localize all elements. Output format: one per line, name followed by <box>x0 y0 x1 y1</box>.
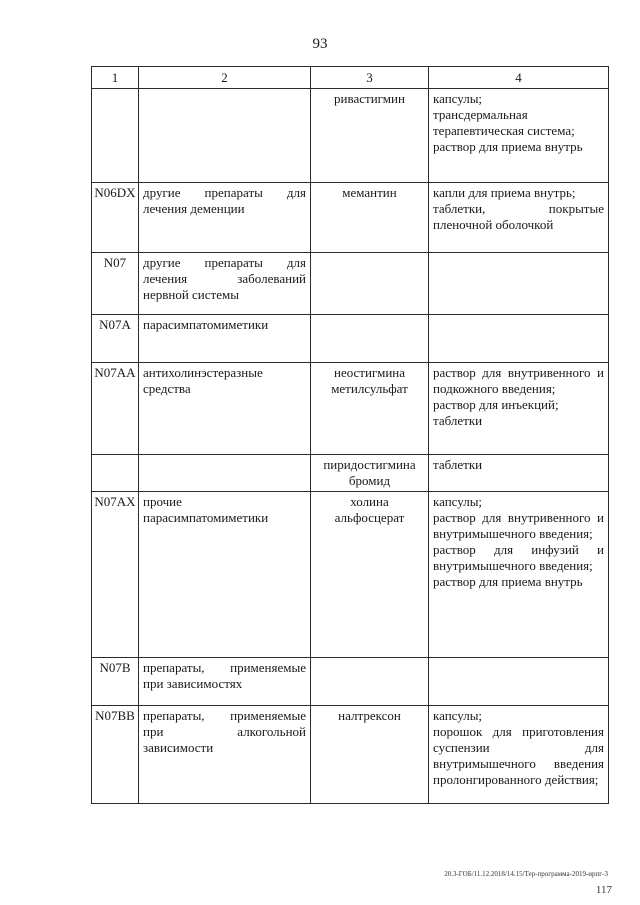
pharmacological-group-cell: антихолинэстеразные средства <box>139 363 311 455</box>
dosage-form-item: порошок для приготовления суспензии для внутримышечного введения пролонгированного действия; <box>433 724 604 787</box>
drug-name-cell: ривастигмин <box>311 89 429 183</box>
atc-code-cell <box>92 89 139 183</box>
table-row <box>92 315 609 363</box>
pharmacological-group-cell: препараты, применяемые при зависимостях <box>139 658 311 706</box>
dosage-forms-cell <box>429 363 609 455</box>
pharmacological-group-cell: другие препараты для лечения заболеваний нервной системы <box>139 253 311 315</box>
dosage-form-item: раствор для инъекций; <box>433 397 559 412</box>
drug-name-cell <box>311 658 429 706</box>
dosage-forms-cell <box>429 315 609 363</box>
dosage-forms-cell <box>429 89 609 183</box>
drug-table <box>91 66 609 804</box>
dosage-form-item: капли для приема внутрь; <box>433 185 576 200</box>
dosage-form-item: раствор для инфузий и внутримышечного введения; <box>433 542 604 573</box>
atc-code-cell <box>92 455 139 492</box>
atc-code-cell: N07AA <box>92 363 139 455</box>
dosage-forms-cell <box>429 253 609 315</box>
dosage-form-item: раствор для приема внутрь <box>433 574 583 589</box>
dosage-forms-cell <box>429 455 609 492</box>
table-row <box>92 492 609 658</box>
document-stamp: 20.3-ГОБ/11.12.2018/14.15/Тер-программа-2019-ирпг-3 <box>444 870 608 878</box>
table-row <box>92 253 609 315</box>
drug-name-cell <box>311 253 429 315</box>
table-row <box>92 89 609 183</box>
dosage-form-item: раствор для внутривенного и внутримышечного введения; <box>433 510 604 541</box>
pharmacological-group-cell: прочие парасимпатомиметики <box>139 492 311 658</box>
pharmacological-group-cell: препараты, применяемые при алкогольной зависимости <box>139 706 311 804</box>
atc-code-cell: N07AX <box>92 492 139 658</box>
dosage-form-item: таблетки <box>433 457 483 472</box>
header-col-4: 4 <box>429 67 609 89</box>
pharmacological-group-cell <box>139 455 311 492</box>
dosage-forms-cell <box>429 183 609 253</box>
dosage-forms-cell <box>429 492 609 658</box>
dosage-form-item: трансдермальная терапевтическая система; <box>433 107 575 138</box>
drug-name-cell: холина альфосцерат <box>311 492 429 658</box>
drug-name-cell <box>311 315 429 363</box>
table-row <box>92 706 609 804</box>
dosage-form-item: раствор для внутривенного и подкожного введения; <box>433 365 604 396</box>
pharmacological-group-cell: другие препараты для лечения деменции <box>139 183 311 253</box>
atc-code-cell: N06DX <box>92 183 139 253</box>
sheet-number: 117 <box>595 884 612 896</box>
drug-name-cell: неостигмина метилсульфат <box>311 363 429 455</box>
table-row <box>92 183 609 253</box>
drug-name-cell: мемантин <box>311 183 429 253</box>
table-row <box>92 455 609 492</box>
table-row <box>92 658 609 706</box>
atc-code-cell: N07BB <box>92 706 139 804</box>
drug-name-cell: пиридостигмина бромид <box>311 455 429 492</box>
dosage-forms-cell <box>429 706 609 804</box>
dosage-form-item: раствор для приема внутрь <box>433 139 583 154</box>
pharmacological-group-cell <box>139 89 311 183</box>
dosage-form-item: капсулы; <box>433 494 483 509</box>
atc-code-cell: N07B <box>92 658 139 706</box>
table-header-row <box>92 67 609 89</box>
atc-code-cell: N07A <box>92 315 139 363</box>
atc-code-cell: N07 <box>92 253 139 315</box>
pharmacological-group-cell: парасимпатомиметики <box>139 315 311 363</box>
dosage-form-item: капсулы; <box>433 91 483 106</box>
header-col-1: 1 <box>92 67 139 89</box>
header-col-3: 3 <box>311 67 429 89</box>
page-number: 93 <box>312 36 328 52</box>
table-row <box>92 363 609 455</box>
dosage-form-item: капсулы; <box>433 708 483 723</box>
dosage-forms-cell <box>429 658 609 706</box>
drug-name-cell: налтрексон <box>311 706 429 804</box>
header-col-2: 2 <box>139 67 311 89</box>
dosage-form-item: таблетки, покрытые пленочной оболочкой <box>433 201 604 232</box>
dosage-form-item: таблетки <box>433 413 483 428</box>
